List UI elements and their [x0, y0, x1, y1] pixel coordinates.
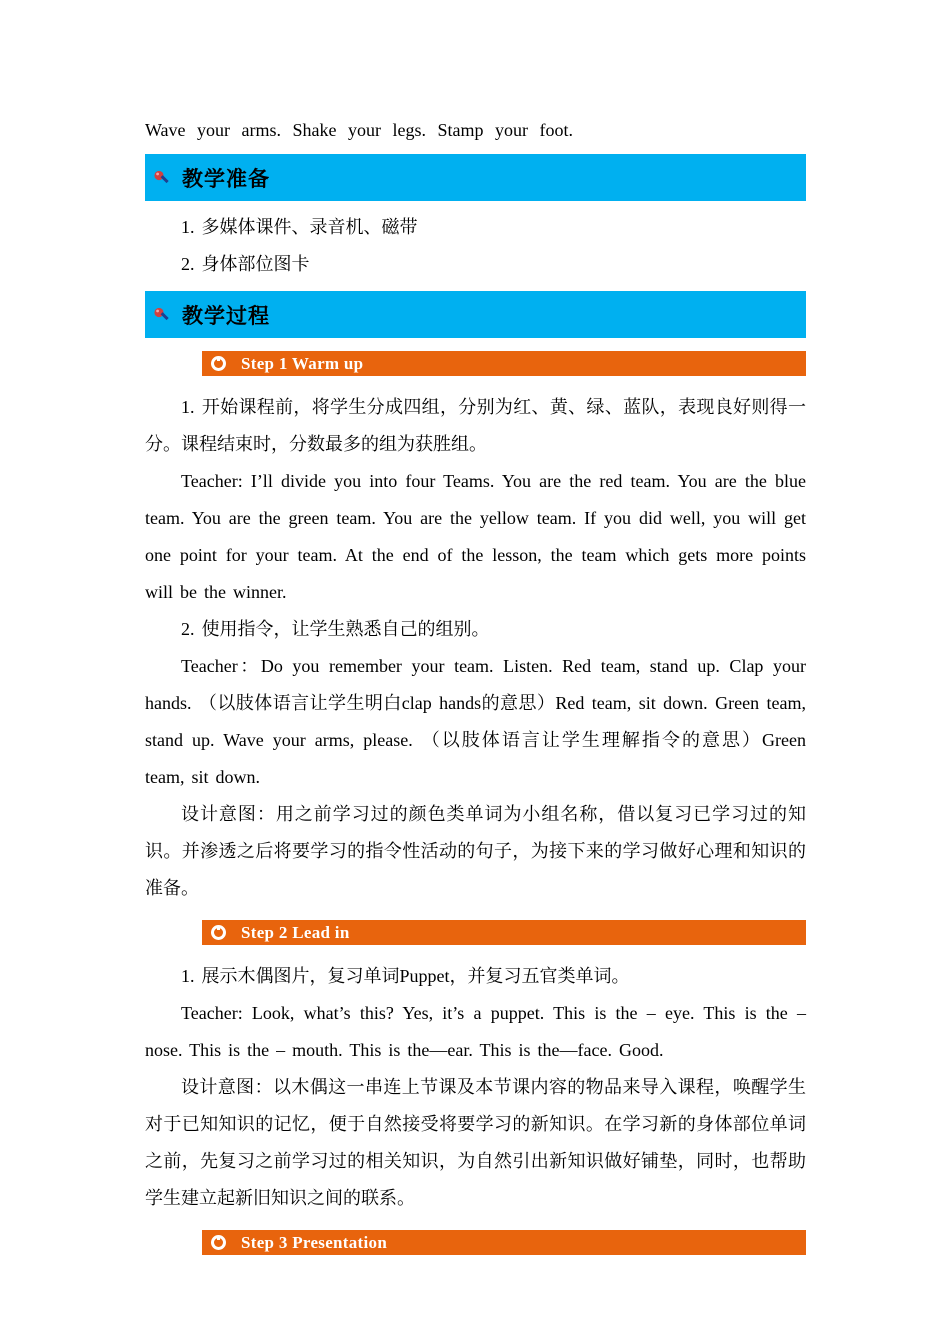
- body-paragraph: 1. 展示木偶图片，复习单词Puppet，并复习五官类单词。: [181, 966, 630, 986]
- step-banner-warm-up: [202, 351, 806, 376]
- target-circle-icon: [211, 925, 226, 940]
- body-paragraph: Teacher: I’ll divide you into four Teams. You are the red team. You are the blue team. You are the green team. You are the yellow team. If you did well, you will get one point for your team. At the end of the lesson, the team which gets more points will be the winner.: [145, 471, 806, 602]
- target-circle-icon: [211, 356, 226, 371]
- body-paragraph: 设计意图：用之前学习过的颜色类单词为小组名称，借以复习已学习过的知识。并渗透之后将要学习的指令性活动的句子，为接下来的学习做好心理和知识的准备。: [145, 804, 806, 898]
- step-banner-lead-in: [202, 920, 806, 945]
- preparation-list: [145, 209, 806, 283]
- preparation-item: 1. 多媒体课件、录音机、磁带: [181, 217, 418, 237]
- section-title-preparation: 教学准备: [182, 167, 270, 191]
- body-paragraph: 设计意图：以木偶这一串连上节课及本节课内容的物品来导入课程，唤醒学生对于已知知识的记忆，便于自然接受将要学习的新知识。在学习新的身体部位单词之前，先复习之前学习过的相关知识，为自然引出新知识做好铺垫，同时，也帮助学生建立起新旧知识之间的联系。: [145, 1077, 806, 1208]
- step-label: Step 3 Presentation: [241, 1232, 388, 1252]
- section-title-process: 教学过程: [182, 304, 270, 328]
- intro-line: Wave your arms. Shake your legs. Stamp your foot.: [145, 120, 573, 140]
- section-header-preparation: [145, 154, 806, 201]
- body-paragraph: Teacher: Look, what’s this? Yes, it’s a puppet. This is the – eye. This is the – nose. This is the – mouth. This is the—ear. This is the—face. Good.: [145, 1003, 806, 1060]
- pushpin-icon: [152, 169, 170, 187]
- body-paragraph: 2. 使用指令，让学生熟悉自己的组别。: [181, 619, 490, 639]
- step-banner-presentation: [202, 1230, 806, 1255]
- preparation-item: 2. 身体部位图卡: [181, 254, 310, 274]
- document-content: [145, 112, 806, 1268]
- section-header-process: [145, 291, 806, 338]
- step-label: Step 1 Warm up: [241, 353, 364, 373]
- step-label: Step 2 Lead in: [241, 922, 350, 942]
- body-paragraph: Teacher：Do you remember your team. Listen. Red team, stand up. Clap your hands. （以肢体语言让学生明白clap hands的意思）Red team, sit down. Green team, stand up. Wave your arms, please. （以肢体语言让学生理解指令的意思）Green team, sit down.: [145, 656, 806, 787]
- pushpin-icon: [152, 306, 170, 324]
- body-paragraph: 1. 开始课程前，将学生分成四组，分别为红、黄、绿、蓝队，表现良好则得一分。课程结束时，分数最多的组为获胜组。: [145, 397, 806, 454]
- target-circle-icon: [211, 1235, 226, 1250]
